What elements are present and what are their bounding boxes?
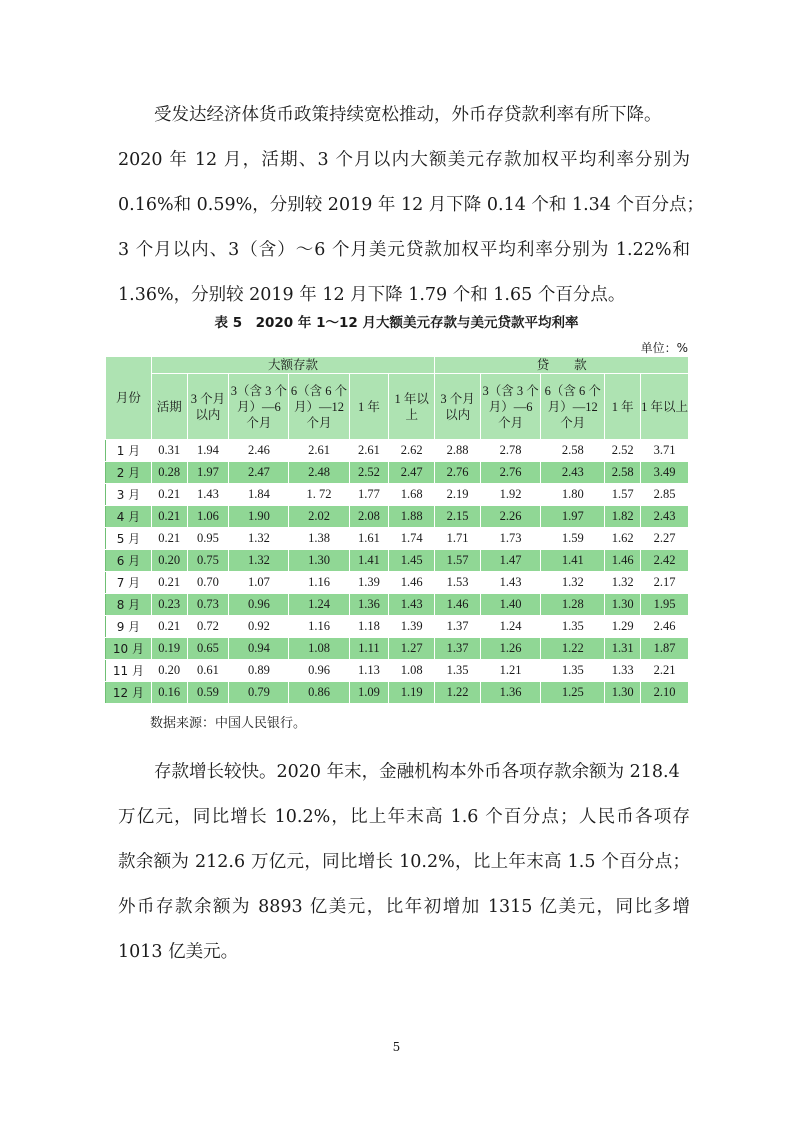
rate-cell: 1.80 [541,484,605,506]
rate-cell: 0.23 [151,594,187,616]
rate-cell: 1.19 [389,682,435,704]
rate-cell: 0.20 [151,550,187,572]
paragraph-line: 外币存款余额为 8893 亿美元，比年初增加 1315 亿美元，同比多增 [118,897,690,917]
rate-cell: 1.39 [349,572,389,594]
rate-cell: 2.62 [389,440,435,462]
rate-cell: 1.43 [187,484,229,506]
header-deposit-col: 1 年以上 [389,374,435,440]
header-loan-col: 1 年 [605,374,641,440]
rate-cell: 2.26 [481,506,541,528]
month-cell: 8 月 [106,594,152,616]
rate-cell: 1.92 [481,484,541,506]
rate-cell: 0.21 [151,616,187,638]
rate-cell: 1.57 [435,550,481,572]
rate-cell: 2.21 [641,660,689,682]
header-deposit-group: 大额存款 [151,357,434,374]
rate-cell: 1.06 [187,506,229,528]
rate-cell: 1. 72 [289,484,349,506]
table-caption: 表 5 2020 年 1～12 月大额美元存款与美元贷款平均利率 [214,315,579,331]
header-loan-col: 3 个月以内 [435,374,481,440]
rate-cell: 1.18 [349,616,389,638]
rate-cell: 0.65 [187,638,229,660]
rate-cell: 1.16 [289,616,349,638]
rate-cell: 2.52 [605,440,641,462]
rate-cell: 1.33 [605,660,641,682]
rate-cell: 2.76 [435,462,481,484]
rate-cell: 2.17 [641,572,689,594]
rate-cell: 1.82 [605,506,641,528]
paragraph-line: 存款增长较快。2020 年末，金融机构本外币各项存款余额为 218.4 [154,762,680,782]
deposit-paragraph [118,750,690,975]
paragraph-line: 1.36%，分别较 2019 年 12 月下降 1.79 个和 1.65 个百分点。 [118,285,626,305]
rate-cell: 1.31 [605,638,641,660]
rate-cell: 1.57 [605,484,641,506]
header-deposit-col: 活期 [151,374,187,440]
rate-cell: 2.27 [641,528,689,550]
table-row [106,462,689,484]
header-deposit-col: 1 年 [349,374,389,440]
rate-cell: 1.21 [481,660,541,682]
rate-cell: 2.46 [229,440,289,462]
rate-cell: 2.58 [541,440,605,462]
rate-cell: 1.28 [541,594,605,616]
rate-cell: 2.19 [435,484,481,506]
rate-cell: 1.62 [605,528,641,550]
rate-cell: 2.47 [389,462,435,484]
table-unit: 单位：% [640,341,688,355]
rate-cell: 1.24 [481,616,541,638]
rate-cell: 3.71 [641,440,689,462]
rate-cell: 1.07 [229,572,289,594]
rate-cell: 1.11 [349,638,389,660]
rate-cell: 0.19 [151,638,187,660]
rate-cell: 1.87 [641,638,689,660]
header-deposit-col: 6（含 6 个月）—12 个月 [289,374,349,440]
rate-cell: 1.35 [435,660,481,682]
rate-cell: 2.42 [641,550,689,572]
month-cell: 2 月 [106,462,152,484]
rate-cell: 1.24 [289,594,349,616]
rate-cell: 1.46 [389,572,435,594]
rate-cell: 2.88 [435,440,481,462]
table-row [106,638,689,660]
table-row [106,484,689,506]
rate-cell: 1.29 [605,616,641,638]
rate-cell: 2.43 [641,506,689,528]
rate-cell: 1.40 [481,594,541,616]
rate-cell: 1.35 [541,616,605,638]
rate-cell: 0.72 [187,616,229,638]
rate-cell: 2.15 [435,506,481,528]
rate-cell: 1.43 [481,572,541,594]
rate-cell: 1.53 [435,572,481,594]
paragraph-line: 万亿元，同比增长 10.2%，比上年末高 1.6 个百分点；人民币各项存 [118,807,690,827]
rate-cell: 1.30 [605,594,641,616]
rate-cell: 1.37 [435,638,481,660]
rate-cell: 2.78 [481,440,541,462]
header-month: 月份 [106,357,152,440]
table-body [106,440,689,704]
rate-cell: 0.94 [229,638,289,660]
month-cell: 3 月 [106,484,152,506]
table-row [106,440,689,462]
rate-cell: 0.21 [151,528,187,550]
rate-cell: 0.70 [187,572,229,594]
rate-cell: 2.46 [641,616,689,638]
table-row [106,616,689,638]
rate-cell: 1.43 [389,594,435,616]
paragraph-line: 受发达经济体货币政策持续宽松推动，外币存贷款利率有所下降。 [154,105,662,125]
rate-cell: 1.59 [541,528,605,550]
rate-cell: 2.47 [229,462,289,484]
rate-cell: 0.96 [289,660,349,682]
rate-cell: 1.32 [229,550,289,572]
rate-cell: 1.41 [541,550,605,572]
rate-cell: 1.46 [605,550,641,572]
rate-cell: 1.08 [389,660,435,682]
header-loan-group: 贷 款 [435,357,689,374]
paragraph-line: 1013 亿美元。 [118,942,239,962]
rate-cell: 0.61 [187,660,229,682]
paragraph-line: 3 个月以内、3（含）～6 个月美元贷款加权平均利率分别为 1.22%和 [118,240,690,260]
rate-cell: 1.32 [229,528,289,550]
page-number: 5 [392,1040,401,1054]
rate-cell: 0.31 [151,440,187,462]
header-deposit-col: 3（含 3 个月）—6 个月 [229,374,289,440]
rate-cell: 2.58 [605,462,641,484]
rate-cell: 1.37 [435,616,481,638]
rate-cell: 0.59 [187,682,229,704]
rate-cell: 1.22 [435,682,481,704]
rate-cell: 1.36 [349,594,389,616]
rate-cell: 1.30 [289,550,349,572]
rate-cell: 1.95 [641,594,689,616]
month-cell: 5 月 [106,528,152,550]
month-cell: 4 月 [106,506,152,528]
rate-cell: 2.61 [289,440,349,462]
rate-cell: 1.90 [229,506,289,528]
table-row [106,594,689,616]
month-cell: 10 月 [106,638,152,660]
table-row [106,572,689,594]
data-source: 数据来源：中国人民银行。 [150,716,307,731]
rate-cell: 1.97 [541,506,605,528]
rate-cell: 0.21 [151,572,187,594]
rate-cell: 1.16 [289,572,349,594]
rate-cell: 2.43 [541,462,605,484]
header-deposit-col: 3 个月以内 [187,374,229,440]
month-cell: 9 月 [106,616,152,638]
table-row [106,506,689,528]
month-cell: 11 月 [106,660,152,682]
rate-cell: 0.21 [151,484,187,506]
rate-cell: 1.97 [187,462,229,484]
month-cell: 12 月 [106,682,152,704]
rate-cell: 1.84 [229,484,289,506]
rate-cell: 1.35 [541,660,605,682]
rate-cell: 1.36 [481,682,541,704]
rate-cell: 1.27 [389,638,435,660]
rate-cell: 1.68 [389,484,435,506]
rate-cell: 1.73 [481,528,541,550]
paragraph-line: 0.16%和 0.59%，分别较 2019 年 12 月下降 0.14 个和 1.34 个百分点； [118,195,704,215]
header-loan-col: 1 年以上 [641,374,689,440]
month-cell: 7 月 [106,572,152,594]
rate-cell: 0.79 [229,682,289,704]
rate-cell: 0.73 [187,594,229,616]
rate-cell: 1.88 [389,506,435,528]
rate-cell: 1.46 [435,594,481,616]
rate-cell: 2.08 [349,506,389,528]
header-loan-col: 6（含 6 个月）—12 个月 [541,374,605,440]
rate-cell: 0.75 [187,550,229,572]
rate-cell: 1.41 [349,550,389,572]
rate-cell: 0.20 [151,660,187,682]
rate-cell: 1.39 [389,616,435,638]
rate-cell: 1.94 [187,440,229,462]
rate-cell: 1.25 [541,682,605,704]
rate-cell: 1.30 [605,682,641,704]
intro-paragraph [118,93,704,318]
rate-cell: 2.52 [349,462,389,484]
rate-cell: 0.96 [229,594,289,616]
table-row [106,660,689,682]
rate-cell: 1.09 [349,682,389,704]
rate-cell: 1.22 [541,638,605,660]
table-row [106,528,689,550]
table-row [106,682,689,704]
rate-cell: 1.74 [389,528,435,550]
rate-cell: 1.61 [349,528,389,550]
paragraph-line: 2020 年 12 月，活期、3 个月以内大额美元存款加权平均利率分别为 [118,150,690,170]
rate-cell: 2.76 [481,462,541,484]
rate-cell: 0.89 [229,660,289,682]
rate-cell: 2.85 [641,484,689,506]
rate-cell: 2.02 [289,506,349,528]
rate-cell: 0.92 [229,616,289,638]
rate-cell: 1.13 [349,660,389,682]
interest-rate-table [105,356,689,704]
table-row [106,550,689,572]
paragraph-line: 款余额为 212.6 万亿元，同比增长 10.2%，比上年末高 1.5 个百分点； [118,852,690,872]
rate-cell: 1.32 [605,572,641,594]
rate-cell: 1.71 [435,528,481,550]
rate-cell: 1.45 [389,550,435,572]
header-loan-col: 3（含 3 个月）—6 个月 [481,374,541,440]
rate-cell: 0.21 [151,506,187,528]
rate-cell: 0.95 [187,528,229,550]
rate-cell: 2.10 [641,682,689,704]
rate-cell: 3.49 [641,462,689,484]
rate-cell: 1.38 [289,528,349,550]
rate-cell: 0.86 [289,682,349,704]
rate-cell: 1.47 [481,550,541,572]
month-cell: 6 月 [106,550,152,572]
rate-cell: 1.32 [541,572,605,594]
rate-cell: 0.28 [151,462,187,484]
month-cell: 1 月 [106,440,152,462]
rate-cell: 2.61 [349,440,389,462]
rate-cell: 1.77 [349,484,389,506]
rate-cell: 2.48 [289,462,349,484]
rate-cell: 1.08 [289,638,349,660]
rate-cell: 0.16 [151,682,187,704]
rate-cell: 1.26 [481,638,541,660]
